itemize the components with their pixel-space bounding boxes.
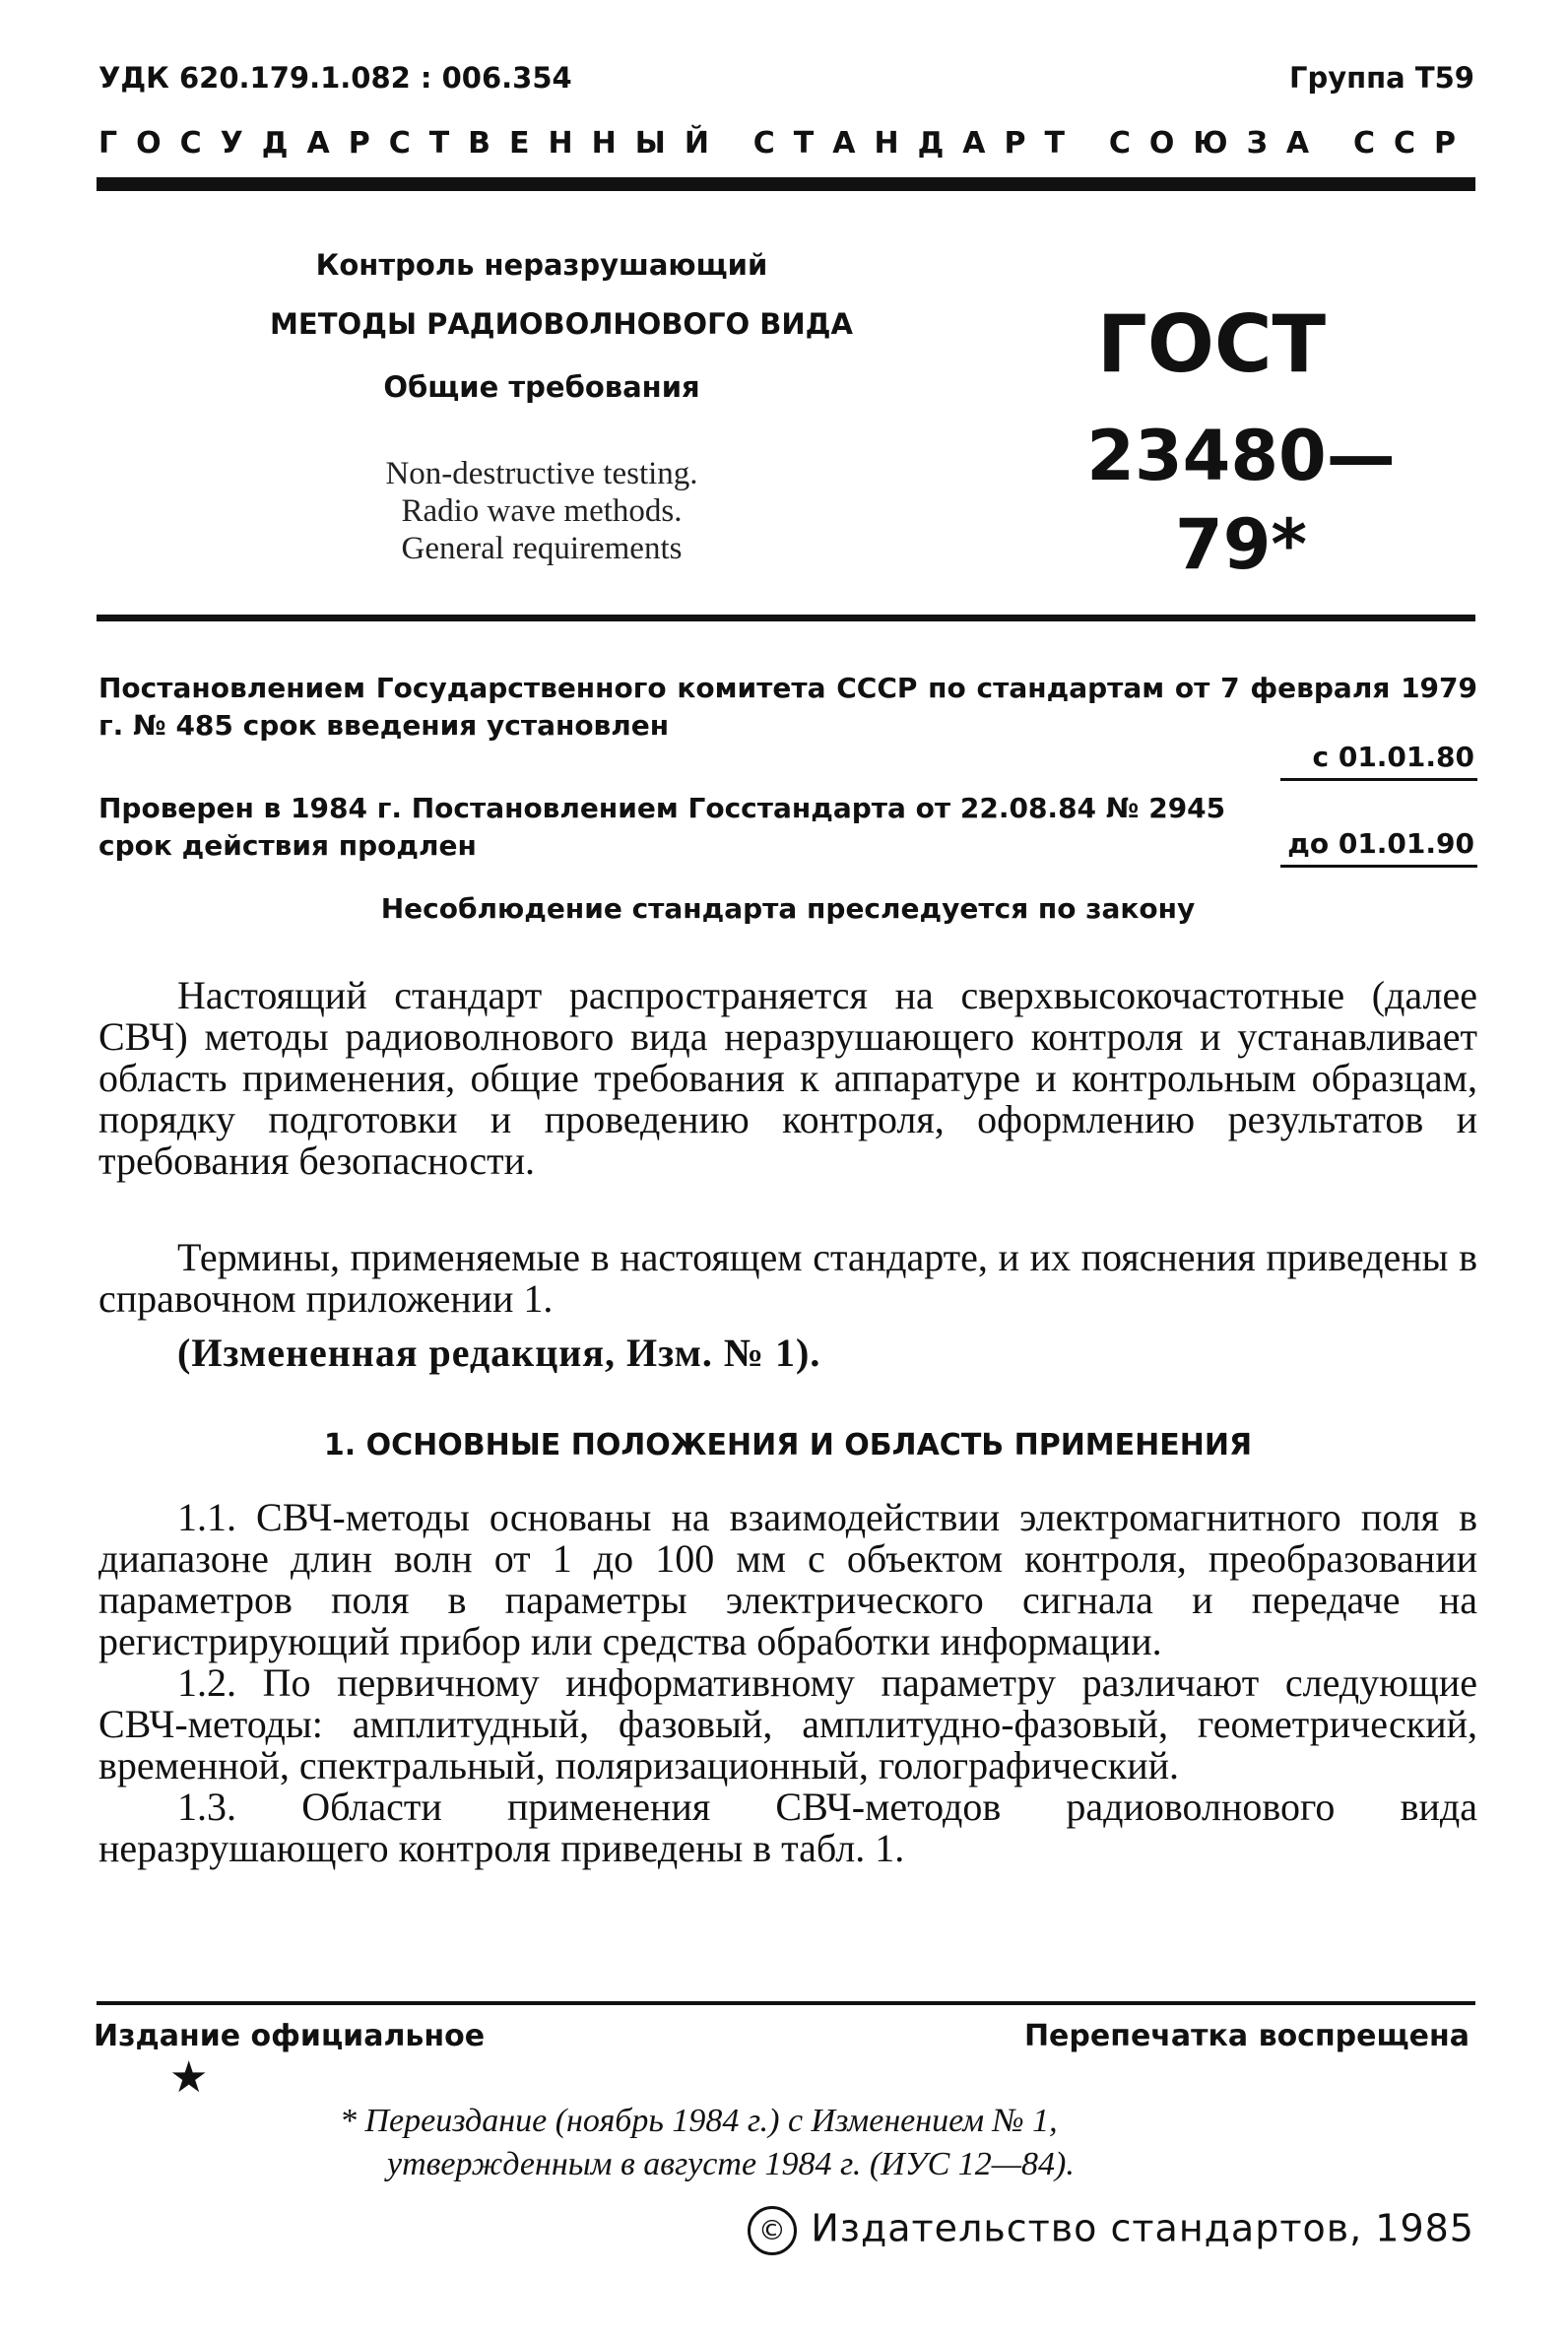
udk-code: УДК 620.179.1.082 : 006.354: [98, 61, 572, 95]
english-title: [295, 455, 788, 567]
clause-1-1: 1.1. СВЧ-методы основаны на взаимодействии электромагнитного поля в диапазоне длин волн от 1 до 100 мм с объектом контроля, преобразовании параметров поля в параметры электрического сигнала и передаче на регистрирующий прибор или средства обработки информации.: [98, 1495, 1477, 1663]
title-control: Контроль неразрушающий: [315, 248, 768, 282]
intro-paragraph-2: [98, 1237, 1477, 1320]
reissue-note: [340, 2100, 1305, 2186]
title-rule: [97, 615, 1475, 621]
intro-p1: Настоящий стандарт распространяется на сверхвысокочастотные (далее СВЧ) методы радиоволнового вида неразрушающего контроля и устанавливает область применения, общие требования к аппаратуре и контрольным образцам, порядку подготовки и проведению контроля, оформлению результатов и требования безопасности.: [98, 973, 1477, 1183]
gost-label: ГОСТ: [1096, 298, 1327, 390]
english-title-line: Radio wave methods.: [401, 493, 683, 529]
copyright-icon: ©: [748, 2206, 797, 2255]
footer-rule: [97, 2001, 1475, 2005]
clause-1-3: 1.3. Области применения СВЧ-методов радиоволнового вида неразрушающего контроля приведены в табл. 1.: [98, 1785, 1477, 1870]
date-from-underline: [1280, 778, 1477, 781]
group-code: Группа Т59: [1288, 61, 1474, 95]
title-general: Общие требования: [383, 370, 700, 404]
english-title-line: General requirements: [401, 531, 683, 566]
law-notice: Несоблюдение стандарта преследуется по закону: [380, 892, 1196, 925]
state-word: ССР: [1352, 126, 1474, 161]
intro-paragraph: [98, 975, 1477, 1182]
reissue-line: утвержденным в августе 1984 г. (ИУС 12—84).: [387, 2146, 1075, 2182]
state-word: ГОСУДАРСТВЕННЫЙ: [98, 126, 728, 161]
copyright: [748, 2206, 1474, 2255]
reprint-forbidden: Перепечатка воспрещена: [1023, 2019, 1470, 2053]
date-to-underline: [1280, 865, 1477, 868]
intro-p2: Термины, применяемые в настоящем стандарте, и их пояснения приведены в справочном приложении 1.: [98, 1235, 1477, 1321]
star-icon: ★: [169, 2053, 209, 2102]
gost-number: 23480—79*: [1086, 416, 1396, 585]
english-title-line: Non-destructive testing.: [385, 456, 698, 491]
title-methods: МЕТОДЫ РАДИОВОЛНОВОГО ВИДА: [270, 307, 853, 341]
clause-1-2: 1.2. По первичному информативному параметру различают следующие СВЧ-методы: амплитудный, фазовый, амплитудно-фазовый, геометрический, временной, спектральный, поляризационный, голографический.: [98, 1660, 1477, 1787]
state-standard-heading: [98, 126, 1474, 161]
header-rule: [97, 177, 1475, 191]
official-edition: Издание официальное: [94, 2019, 486, 2053]
copyright-text: Издательство стандартов, 1985: [811, 2206, 1474, 2250]
amendment-note: (Измененная редакция, Изм. № 1).: [177, 1331, 821, 1375]
reissue-line: * Переиздание (ноябрь 1984 г.) с Изменением № 1,: [340, 2103, 1058, 2139]
state-word: СОЮЗА: [1108, 126, 1329, 161]
decree-text: Постановлением Государственного комитета СССР по стандартам от 7 февраля 1979 г. № 485 срок введения установлен: [98, 672, 1477, 742]
date-from: с 01.01.80: [1312, 741, 1474, 773]
state-word: СТАНДАРТ: [752, 126, 1083, 161]
section-body: [98, 1497, 1477, 1869]
date-to: до 01.01.90: [1287, 827, 1474, 860]
review-text: Проверен в 1984 г. Постановлением Госстандарта от 22.08.84 № 2945 срок действия продлен: [98, 792, 1226, 862]
section-heading: 1. ОСНОВНЫЕ ПОЛОЖЕНИЯ И ОБЛАСТЬ ПРИМЕНЕНИЯ: [323, 1428, 1253, 1462]
